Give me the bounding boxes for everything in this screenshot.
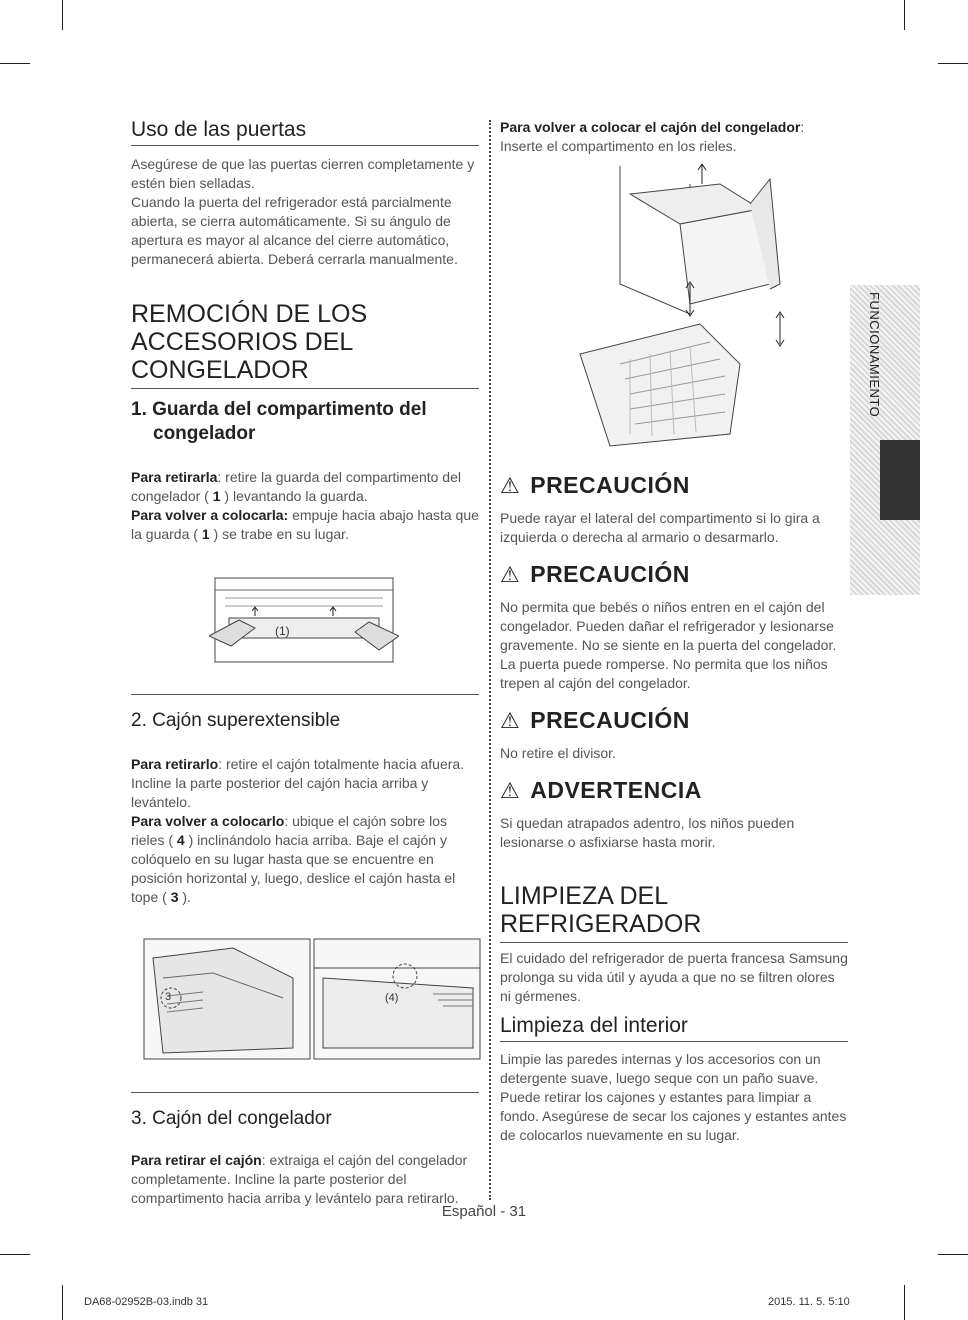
caution-3-title: PRECAUCIÓN — [530, 707, 690, 733]
remocion-title: REMOCIÓN DE LOS ACCESORIOS DEL CONGELADOR — [131, 300, 479, 389]
print-timestamp: 2015. 11. 5. 5:10 — [768, 1296, 850, 1308]
warning-triangle-icon: ⚠ — [500, 707, 521, 733]
label-retirarlo: Para retirarlo — [131, 756, 219, 772]
cajon-congelador-illustration — [570, 164, 790, 450]
caution-2-heading — [500, 561, 848, 588]
text: ) inclinándolo hacia arriba. Baje el cajón y colóquelo en su lugar hasta que se encuentre en posición horizontal y, luego, deslice el cajón hasta el tope ( — [131, 832, 456, 905]
limpieza-title: LIMPIEZA DEL REFRIGERADOR — [500, 882, 848, 943]
num: 4 — [176, 832, 185, 848]
label-retirar-cajon: Para retirar el cajón — [131, 1152, 262, 1168]
interior-text: Limpie las paredes internas y los accesorios con un detergente suave, luego seque con un paño suave. Puede retirar los cajones y estantes para limpiar a fondo. Asegúrese de secar los cajones y estantes antes de colocarlos nuevamente en su lugar. — [500, 1051, 847, 1143]
print-file-info: DA68-02952B-03.indb 31 — [84, 1296, 209, 1308]
figure-label-3: 3 — [165, 991, 172, 1003]
warning-text: Si quedan atrapados adentro, los niños pueden lesionarse o asfixiarse hasta morir. — [500, 815, 795, 850]
caution-1-heading — [500, 472, 848, 499]
text: ) levantando la guarda. — [220, 488, 368, 504]
uso-title: Uso de las puertas — [131, 118, 479, 146]
warning-triangle-icon: ⚠ — [500, 472, 521, 498]
caution-1-text: Puede rayar el lateral del compartimento si lo gira a izquierda o derecha al armario o desarmarlo. — [500, 510, 820, 545]
crop-mark — [0, 63, 30, 64]
guarda-illustration — [209, 576, 399, 664]
caution-2-text: No permita que bebés o niños entren en el cajón del congelador. Pueden dañar el refrigerador y lesionarse gravemente. No se siente en la puerta del congelador. La puerta puede romperse. No permita que los niños trepen al cajón del congelador. — [500, 599, 837, 691]
section-rule — [131, 694, 479, 695]
limpieza-text: El cuidado del refrigerador de puerta francesa Samsung prolonga su vida útil y ayuda a que no se filtren olores ni gérmenes. — [500, 950, 848, 1004]
caution-2-title: PRECAUCIÓN — [530, 561, 690, 587]
text: : retire la guarda del compartimento del congelador ( — [131, 469, 461, 504]
label-volver-cajon: Para volver a colocar el cajón del congelador — [500, 119, 801, 135]
warning-triangle-icon: ⚠ — [500, 561, 521, 587]
left-column — [131, 118, 479, 1208]
crop-mark — [62, 1285, 63, 1320]
text: empuje hacia abajo hasta que la guarda ( — [131, 507, 479, 542]
section-1-volver — [131, 506, 479, 544]
right-column — [500, 118, 848, 1145]
figure-guarda — [209, 576, 399, 664]
section-2-retirar — [131, 755, 479, 812]
section-2-title: 2. Cajón superextensible — [131, 710, 341, 731]
label-retirarla: Para retirarla — [131, 469, 218, 485]
warning-heading — [500, 777, 848, 804]
crop-mark — [904, 0, 905, 30]
figure-cajon-superextensible — [143, 938, 481, 1060]
crop-mark — [938, 63, 968, 64]
text: : ubique el cajón sobre los rieles ( — [131, 813, 447, 848]
label-volver-colocarlo: Para volver a colocarlo — [131, 813, 285, 829]
side-tab-label: FUNCIONAMIENTO — [867, 292, 882, 418]
interior-title: Limpieza del interior — [500, 1014, 848, 1042]
text: : retire el cajón totalmente hacia afuera. Incline la parte posterior del cajón hacia arriba y levántelo. — [131, 756, 465, 810]
uso-paragraph-2: Cuando la puerta del refrigerador está parcialmente abierta, se cierra automáticamente. Si su ángulo de apertura es mayor al alcance del cierre automático, permanecerá abierta. Deberá cerrarla manualmente. — [131, 194, 458, 267]
crop-mark — [938, 1254, 968, 1255]
figure-label-1: (1) — [275, 624, 290, 638]
caution-3-heading — [500, 707, 848, 734]
section-rule — [131, 1092, 479, 1093]
section-3-retirar — [131, 1151, 479, 1208]
num: 3 — [170, 889, 179, 905]
section-1-retirar — [131, 468, 479, 506]
text: ) se trabe en su lugar. — [209, 526, 349, 542]
figure-cajon-congelador — [570, 164, 790, 450]
crop-mark — [62, 0, 63, 30]
section-1-title: 1. Guarda del compartimento del congelador — [131, 399, 427, 444]
text: ). — [178, 889, 191, 905]
section-3-title: 3. Cajón del congelador — [131, 1108, 332, 1129]
warning-triangle-icon: ⚠ — [500, 777, 521, 803]
label-volver-colocarla: Para volver a colocarla: — [131, 507, 289, 523]
uso-paragraph-1: Asegúrese de que las puertas cierren completamente y estén bien selladas. — [131, 156, 475, 191]
volver-colocar-cajon — [500, 118, 848, 156]
side-tab-marker — [880, 440, 920, 520]
column-divider — [489, 120, 491, 1200]
crop-mark — [0, 1254, 30, 1255]
page-number: Español - 31 — [441, 1203, 527, 1220]
caution-1-title: PRECAUCIÓN — [530, 472, 690, 498]
section-2-volver — [131, 812, 479, 907]
warning-title: ADVERTENCIA — [530, 777, 702, 803]
caution-3-text: No retire el divisor. — [500, 745, 616, 761]
crop-mark — [904, 1285, 905, 1320]
figure-label-4: (4) — [385, 992, 399, 1004]
num: 1 — [212, 488, 221, 504]
text: : extraiga el cajón del congelador completamente. Incline la parte posterior del compartimento hacia arriba y levántelo para retirarlo. — [131, 1152, 468, 1206]
cajon-illustration — [143, 938, 481, 1060]
text: : Inserte el compartimento en los rieles. — [500, 119, 805, 154]
num: 1 — [201, 526, 210, 542]
